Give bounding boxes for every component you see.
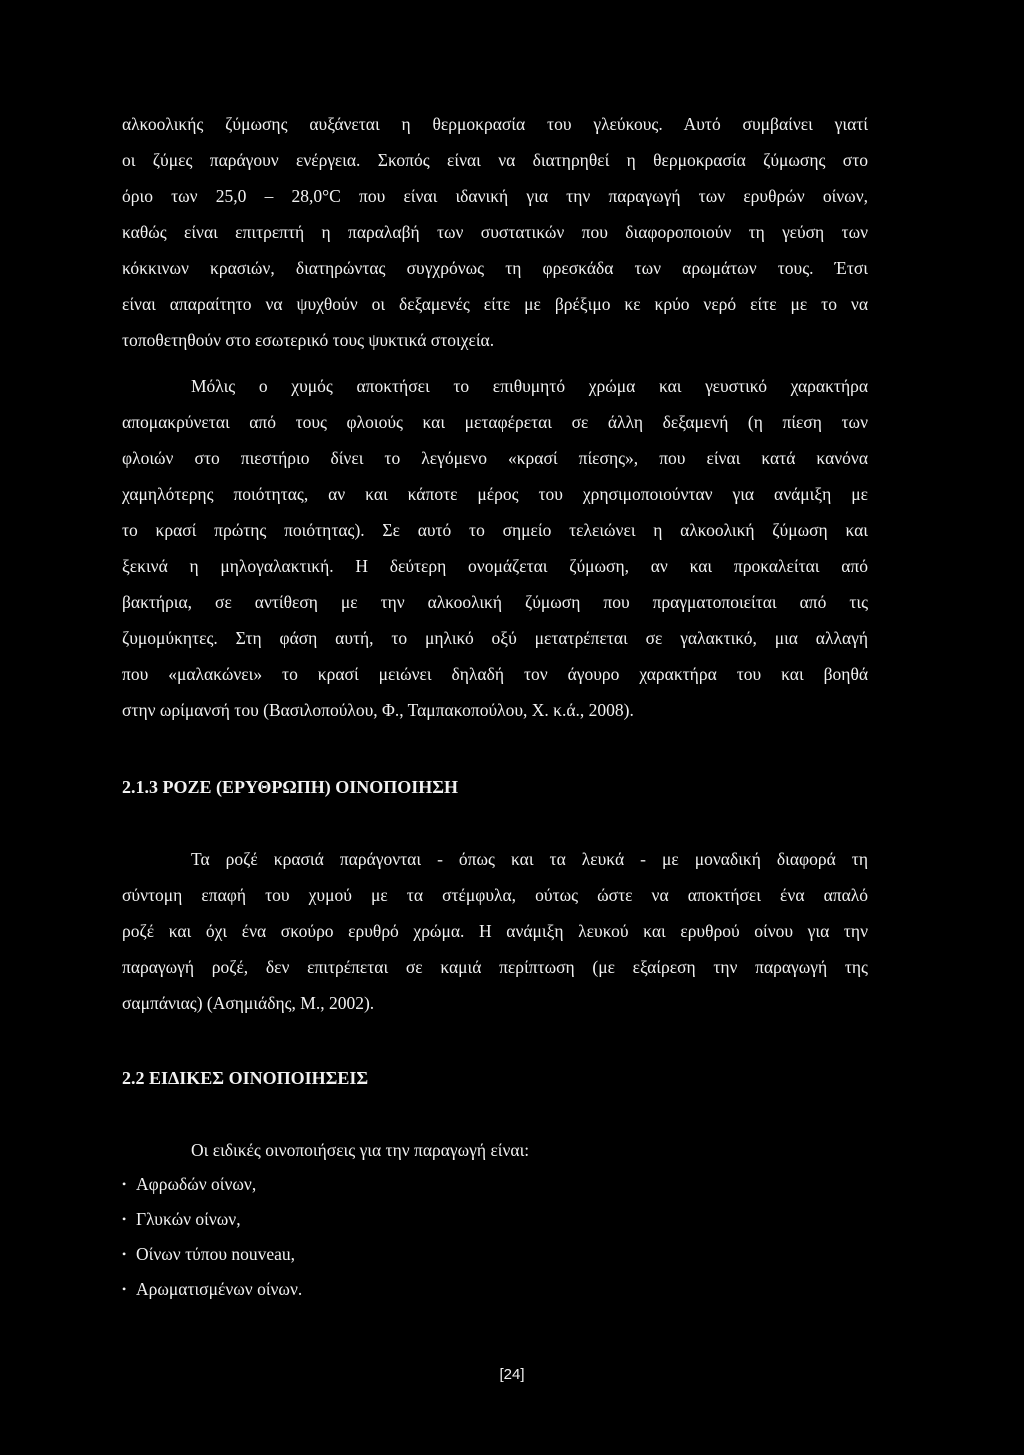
section-heading: 2.1.3 ΡΟΖΕ (ΕΡΥΘΡΩΠΗ) ΟΙΝΟΠΟΙΗΣΗ <box>122 777 459 797</box>
bullet-icon: • <box>122 1177 127 1191</box>
text-line: σύντομη επαφή του χυμού με τα στέμφυλα, ούτως ώστε να αποκτήσει ένα απαλό <box>122 885 868 905</box>
text-line: φλοιών στο πιεστήριο δίνει το λεγόμενο «κρασί πίεσης», που είναι κατά κανόνα <box>122 448 868 468</box>
text-line: το κρασί πρώτης ποιότητας). Σε αυτό το σημείο τελειώνει η αλκοολική ζύμωση και <box>122 520 868 540</box>
bullet-list <box>122 1167 302 1307</box>
text-line: είναι απαραίτητο να ψυχθούν οι δεξαμενές είτε με βρέξιμο κε κρύο νερό είτε με το να <box>122 294 868 314</box>
text-line: κόκκινων κρασιών, διατηρώντας συγχρόνως τη φρεσκάδα των αρωμάτων τους. Έτσι <box>122 258 868 278</box>
list-item-text: Οίνων τύπου nouveau, <box>136 1244 296 1264</box>
text-line: χαμηλότερης ποιότητας, αν και κάποτε μέρος του χρησιμοποιούνταν για ανάμιξη με <box>122 484 868 504</box>
text-line: απομακρύνεται από τους φλοιούς και μεταφέρεται σε άλλη δεξαμενή (η πίεση των <box>122 412 868 432</box>
text-line: σαμπάνιας) (Ασημιάδης, Μ., 2002). <box>122 993 375 1013</box>
list-item <box>122 1272 302 1307</box>
text-line: Τα ροζέ κρασιά παράγονται - όπως και τα λευκά - με μοναδική διαφορά τη <box>191 849 868 869</box>
list-item <box>122 1167 302 1202</box>
text-line: καθώς είναι επιτρεπτή η παραλαβή των συστατικών που διαφοροποιούν τη γεύση των <box>122 222 868 242</box>
list-item-text: Αφρωδών οίνων, <box>136 1174 257 1194</box>
bullet-icon: • <box>122 1247 127 1261</box>
page-number: [24] <box>499 1366 525 1383</box>
paragraph-3 <box>122 841 868 1021</box>
text-line: ξεκινά η μηλογαλακτική. Η δεύτερη ονομάζεται ζύμωση, αν και προκαλείται από <box>122 556 868 576</box>
section-heading: 2.2 ΕΙΔΙΚΕΣ ΟΙΝΟΠΟΙΗΣΕΙΣ <box>122 1068 369 1088</box>
text-line: βακτήρια, σε αντίθεση με την αλκοολική ζύμωση που πραγματοποιείται από τις <box>122 592 868 612</box>
text-line: αλκοολικής ζύμωσης αυξάνεται η θερμοκρασία του γλεύκους. Αυτό συμβαίνει γιατί <box>122 114 868 134</box>
text-line: τοποθετηθούν στο εσωτερικό τους ψυκτικά στοιχεία. <box>122 330 495 350</box>
list-item <box>122 1202 302 1237</box>
bullet-icon: • <box>122 1212 127 1226</box>
text-line: στην ωρίμανσή του (Βασιλοπούλου, Φ., Ταμπακοπούλου, Χ. κ.ά., 2008). <box>122 700 634 720</box>
text-line: παραγωγή ροζέ, δεν επιτρέπεται σε καμιά περίπτωση (με εξαίρεση την παραγωγή της <box>122 957 868 977</box>
text-line: που «μαλακώνει» το κρασί μειώνει δηλαδή τον άγουρο χαρακτήρα του και βοηθά <box>122 664 868 684</box>
text-line: ροζέ και όχι ένα σκούρο ερυθρό χρώμα. Η ανάμιξη λευκού και ερυθρού οίνου για την <box>122 921 868 941</box>
list-item-text: Γλυκών οίνων, <box>136 1209 241 1229</box>
list-item <box>122 1237 302 1272</box>
text-line: Οι ειδικές οινοποιήσεις για την παραγωγή είναι: <box>191 1140 530 1160</box>
paragraph-2 <box>122 368 868 728</box>
paragraph-4 <box>122 1132 868 1168</box>
list-item-text: Αρωματισμένων οίνων. <box>136 1279 303 1299</box>
paragraph-1 <box>122 106 868 358</box>
text-line: όριο των 25,0 – 28,0°C που είναι ιδανική για την παραγωγή των ερυθρών οίνων, <box>122 186 868 206</box>
text-line: οι ζύμες παράγουν ενέργεια. Σκοπός είναι να διατηρηθεί η θερμοκρασία ζύμωσης στο <box>122 150 868 170</box>
text-line: ζυμομύκητες. Στη φάση αυτή, το μηλικό οξύ μετατρέπεται σε γαλακτικό, μια αλλαγή <box>122 628 868 648</box>
text-line: Μόλις ο χυμός αποκτήσει το επιθυμητό χρώμα και γευστικό χαρακτήρα <box>191 376 868 396</box>
bullet-icon: • <box>122 1282 127 1296</box>
